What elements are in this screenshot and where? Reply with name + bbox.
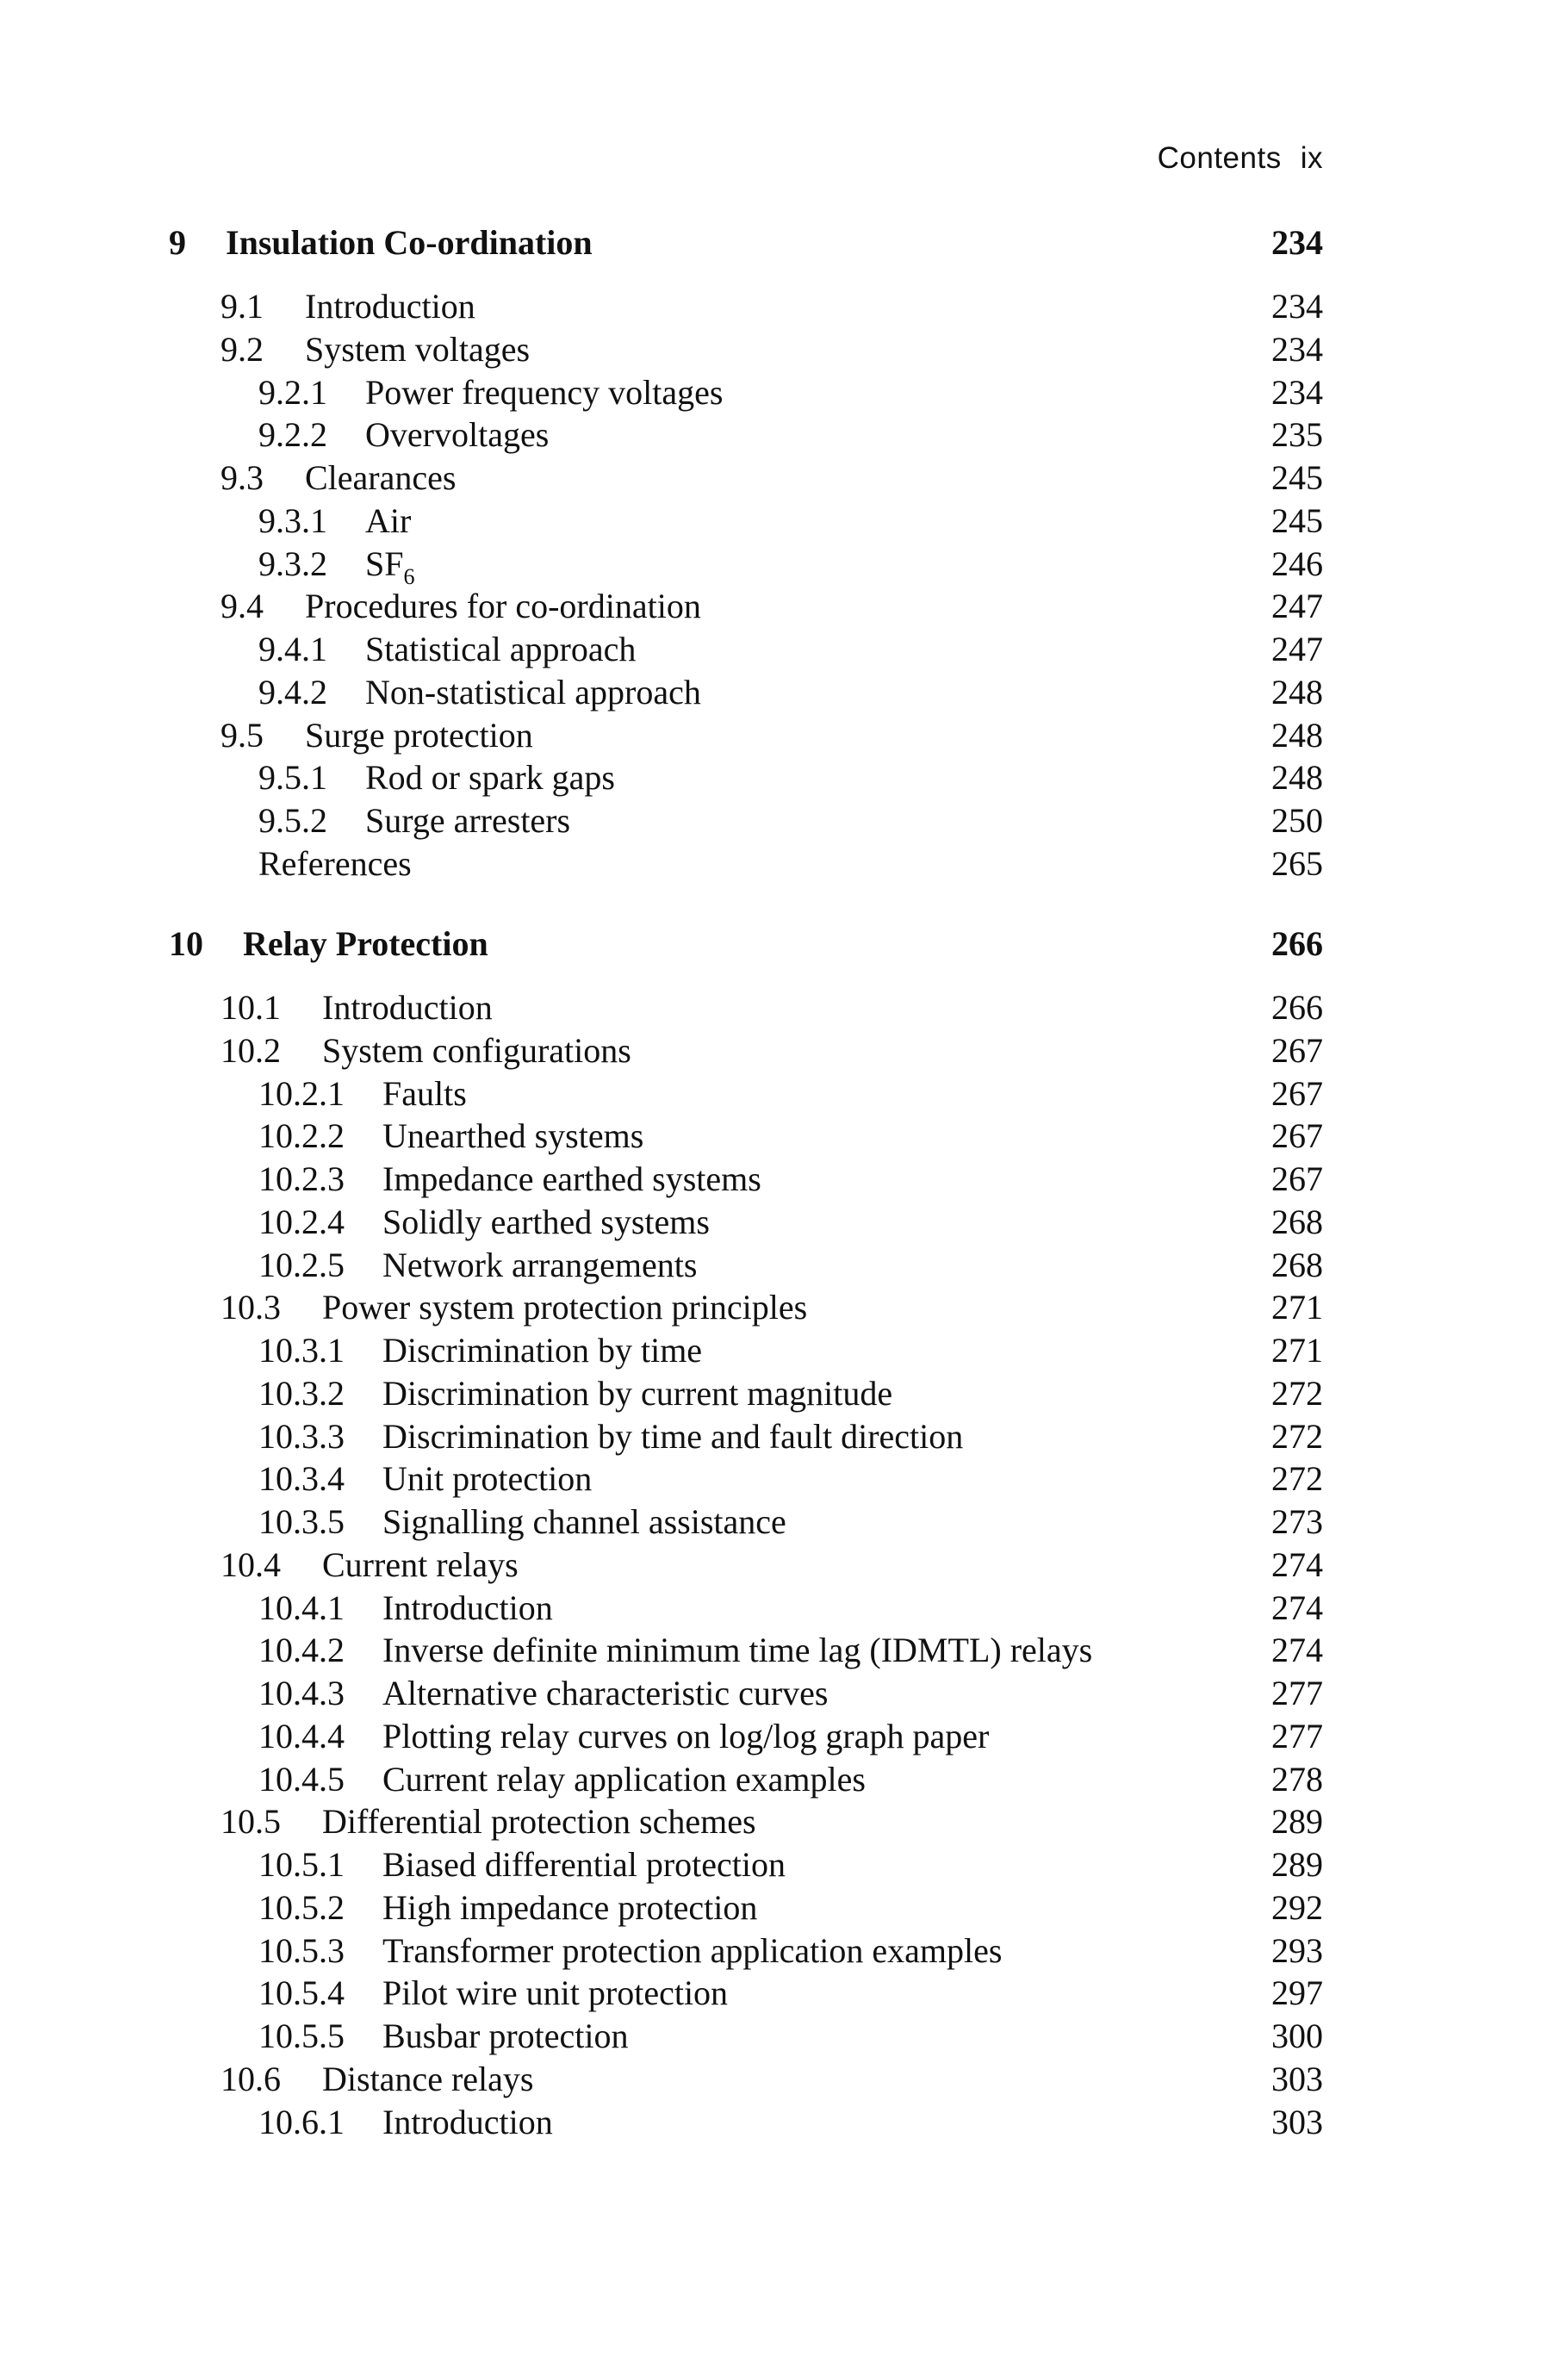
toc-entry[interactable] (0, 1115, 1547, 1159)
toc-entry[interactable] (0, 1673, 1547, 1716)
entry-number: 10.2.2 (258, 1116, 345, 1156)
chapter-section (0, 222, 1547, 886)
entry-page-number: 234 (1271, 287, 1323, 326)
entry-page-number: 292 (1271, 1887, 1323, 1927)
entry-page-number: 247 (1271, 587, 1323, 626)
entry-page-number: 274 (1271, 1631, 1323, 1670)
entry-title (382, 1759, 866, 1799)
entry-title-text: Inverse definite minimum time lag (IDMTL) relays (382, 1631, 1093, 1670)
entry-page-number: 271 (1271, 1331, 1323, 1370)
chapter-number: 10 (169, 924, 203, 963)
toc-entry[interactable] (0, 1501, 1547, 1544)
entry-number: 9.4.2 (258, 672, 327, 712)
entry-title-text: Surge protection (305, 715, 533, 755)
entry-number: 10.4.1 (258, 1588, 345, 1627)
entry-title (382, 1159, 761, 1199)
toc-entry[interactable] (0, 1588, 1547, 1631)
entry-title-text: Unearthed systems (382, 1116, 644, 1156)
entry-title-text: Transformer protection application examples (382, 1930, 1003, 1970)
toc-entry[interactable] (0, 1159, 1547, 1202)
entry-number: 9.4 (221, 587, 264, 626)
entry-title (382, 2016, 629, 2056)
entry-title (305, 586, 701, 626)
entry-title-text: Distance relays (322, 2059, 534, 2098)
entry-title (365, 414, 549, 455)
toc-entry[interactable] (0, 2059, 1547, 2102)
entry-page-number: 245 (1271, 458, 1323, 497)
entry-page-number: 300 (1271, 2016, 1323, 2055)
toc-entry[interactable] (0, 1887, 1547, 1930)
entry-number: 10.3.2 (258, 1373, 345, 1413)
entry-title (382, 2102, 553, 2142)
entry-title-text: Unit protection (382, 1459, 593, 1499)
toc-entry[interactable] (0, 2102, 1547, 2145)
entry-page-number: 277 (1271, 1716, 1323, 1755)
entry-title (382, 1202, 710, 1242)
entry-title-text: High impedance protection (382, 1887, 758, 1927)
entry-title (365, 757, 615, 798)
entry-title-text: Discrimination by current magnitude (382, 1373, 893, 1413)
entry-page-number: 274 (1271, 1544, 1323, 1584)
entry-title-text: Statistical approach (365, 630, 637, 668)
chapter-page-number: 266 (1271, 924, 1323, 963)
entry-title-text: Impedance earthed systems (382, 1159, 761, 1198)
toc-entry[interactable] (0, 1245, 1547, 1288)
toc-entry[interactable] (0, 843, 1547, 886)
entry-title-text: Clearances (305, 458, 457, 497)
entry-title-text: Differential protection schemes (322, 1802, 756, 1842)
entry-number: 10.4.2 (258, 1631, 345, 1670)
entry-title-text: Plotting relay curves on log/log graph paper (382, 1716, 990, 1755)
chapter-number: 9 (169, 223, 186, 262)
toc-entry[interactable] (0, 500, 1547, 544)
entry-title (305, 457, 456, 498)
entry-title-subscript: 6 (403, 563, 415, 589)
entry-title (382, 1416, 963, 1457)
toc-entry[interactable] (0, 1759, 1547, 1802)
toc-entry[interactable] (0, 1030, 1547, 1073)
entry-title-text: Discrimination by time and fault direction (382, 1416, 964, 1456)
entry-title (322, 1030, 631, 1071)
entry-number: 10.5.2 (258, 1887, 345, 1927)
entry-page-number: 247 (1271, 630, 1323, 668)
entry-title-text: Power system protection principles (322, 1288, 808, 1327)
entry-title-text: Signalling channel assistance (382, 1502, 786, 1541)
entry-title-text: SF (365, 544, 404, 583)
entry-title-text: Busbar protection (382, 2016, 629, 2055)
entry-title-text: Introduction (382, 2102, 553, 2141)
toc-entry[interactable] (0, 672, 1547, 715)
entry-title-text: Procedures for co-ordination (305, 587, 701, 626)
entry-title (322, 1544, 519, 1585)
entry-title-text: Biased differential protection (382, 1845, 786, 1884)
entry-title-text: Solidly earthed systems (382, 1202, 710, 1241)
entry-page-number: 250 (1271, 801, 1323, 840)
entry-number: 10.5 (221, 1802, 281, 1842)
entry-page-number: 246 (1271, 544, 1323, 583)
entry-number: 9.3.1 (258, 500, 327, 540)
entry-title (322, 2059, 533, 2099)
entry-title-text: Network arrangements (382, 1245, 698, 1284)
entry-title-text: Rod or spark gaps (365, 758, 615, 798)
entry-title-text: Introduction (305, 287, 475, 326)
entry-number: 9.2.1 (258, 372, 327, 412)
chapter-section (0, 923, 1547, 2144)
entry-page-number: 289 (1271, 1802, 1323, 1842)
toc-entry[interactable] (0, 1630, 1547, 1673)
entry-number: 9.3 (221, 458, 264, 497)
toc-entry[interactable] (0, 1716, 1547, 1759)
entry-number: 10.3.4 (258, 1459, 345, 1499)
toc-entry[interactable] (0, 1544, 1547, 1588)
toc-entry[interactable] (0, 1416, 1547, 1459)
entry-title (382, 1330, 702, 1370)
running-head (1158, 141, 1323, 176)
entry-page-number: 248 (1271, 758, 1323, 798)
entry-page-number: 248 (1271, 715, 1323, 755)
entry-page-number: 267 (1271, 1073, 1323, 1113)
entry-number: 10.3.3 (258, 1416, 345, 1456)
chapter-title: Insulation Co-ordination (226, 223, 593, 262)
entry-title (322, 1287, 807, 1327)
toc-entry[interactable] (0, 544, 1547, 587)
toc-entry[interactable] (0, 372, 1547, 415)
entry-page-number: 278 (1271, 1759, 1323, 1799)
entry-list (0, 286, 1547, 886)
entry-number: 10.3.5 (258, 1502, 345, 1541)
entry-title (322, 987, 493, 1028)
entry-title (365, 672, 701, 712)
entry-number: 9.5.1 (258, 758, 327, 798)
entry-number: 10.6.1 (258, 2102, 345, 2141)
toc-entry[interactable] (0, 757, 1547, 800)
entry-title-text: Faults (382, 1073, 467, 1113)
entry-page-number: 272 (1271, 1459, 1323, 1499)
toc-entry[interactable] (0, 987, 1547, 1030)
toc-entry[interactable] (0, 1930, 1547, 1973)
entry-number: 10.3 (221, 1288, 281, 1327)
entry-number: 9.5 (221, 715, 264, 755)
entry-title (258, 843, 412, 884)
entry-number: 10.2.3 (258, 1159, 345, 1198)
entry-title-text: Pilot wire unit protection (382, 1973, 729, 2013)
entry-page-number: 234 (1271, 329, 1323, 369)
toc-entry[interactable] (0, 1801, 1547, 1844)
entry-title-text: Alternative characteristic curves (382, 1674, 829, 1712)
entry-number: 10.5.4 (258, 1973, 345, 2013)
entry-title (382, 1588, 553, 1628)
entry-title (365, 500, 411, 541)
entry-title (365, 629, 636, 669)
entry-page-number: 293 (1271, 1930, 1323, 1970)
entry-title-text: Surge arresters (365, 801, 571, 840)
entry-title (382, 1458, 592, 1499)
entry-number: 10.2.1 (258, 1073, 345, 1113)
entry-title-text: Current relay application examples (382, 1759, 866, 1799)
entry-title (365, 800, 570, 841)
entry-number: 10.4.4 (258, 1716, 345, 1755)
entry-page-number: 274 (1271, 1588, 1323, 1627)
entry-title (382, 1245, 697, 1285)
toc-entry[interactable] (0, 1202, 1547, 1245)
entry-page-number: 235 (1271, 415, 1323, 455)
entry-page-number: 303 (1271, 2059, 1323, 2098)
entry-page-number: 267 (1271, 1159, 1323, 1198)
entry-title (382, 1115, 643, 1156)
toc-entry[interactable] (0, 1330, 1547, 1373)
toc-entry[interactable] (0, 1973, 1547, 2016)
entry-page-number: 266 (1271, 988, 1323, 1027)
chapter-heading[interactable] (0, 222, 1547, 274)
chapter-heading[interactable] (0, 923, 1547, 975)
entry-title (382, 1073, 467, 1114)
entry-number: 10.2 (221, 1030, 281, 1070)
entry-list (0, 987, 1547, 2144)
toc-entry[interactable] (0, 800, 1547, 843)
running-head-page-number: ix (1300, 141, 1323, 175)
toc-entry[interactable] (0, 329, 1547, 372)
entry-page-number: 289 (1271, 1845, 1323, 1884)
toc-entry[interactable] (0, 1287, 1547, 1330)
entry-number: 10.2.4 (258, 1202, 345, 1241)
entry-number: 10.4 (221, 1544, 281, 1584)
entry-title (382, 1673, 829, 1713)
entry-page-number: 267 (1271, 1030, 1323, 1070)
entry-number: 9.3.2 (258, 544, 327, 583)
entry-page-number: 297 (1271, 1973, 1323, 2013)
toc-entry[interactable] (0, 286, 1547, 329)
toc-entry[interactable] (0, 1373, 1547, 1416)
entry-title (305, 715, 533, 755)
entry-page-number: 268 (1271, 1202, 1323, 1241)
entry-number: 9.2 (221, 329, 264, 369)
entry-title (382, 1930, 1002, 1971)
toc-entry[interactable] (0, 414, 1547, 457)
entry-number: 10.5.1 (258, 1845, 345, 1884)
entry-number: 10.2.5 (258, 1245, 345, 1284)
entry-page-number: 267 (1271, 1116, 1323, 1156)
entry-number: 9.2.2 (258, 415, 327, 455)
entry-title (322, 1801, 756, 1842)
entry-title-text: Power frequency voltages (365, 372, 724, 412)
entry-number: 10.3.1 (258, 1331, 345, 1370)
entry-title (382, 1887, 757, 1928)
toc-entry[interactable] (0, 1073, 1547, 1116)
entry-number: 9.4.1 (258, 630, 327, 668)
entry-title-text: System voltages (305, 329, 531, 369)
toc-entry[interactable] (0, 2016, 1547, 2059)
entry-page-number: 273 (1271, 1502, 1323, 1541)
entry-page-number: 265 (1271, 843, 1323, 883)
entry-title-text: Discrimination by time (382, 1331, 703, 1370)
entry-title-text: References (258, 843, 412, 883)
entry-title (365, 372, 723, 413)
toc-entry[interactable] (0, 457, 1547, 500)
toc-entry[interactable] (0, 586, 1547, 629)
entry-title (382, 1844, 786, 1885)
entry-title (382, 1716, 989, 1756)
chapter-title: Relay Protection (243, 924, 488, 963)
chapter-page-number: 234 (1271, 223, 1323, 262)
entry-title (382, 1630, 1092, 1670)
entry-title (305, 286, 475, 326)
entry-title (382, 1373, 892, 1414)
toc-entry[interactable] (0, 715, 1547, 758)
entry-number: 10.4.5 (258, 1759, 345, 1799)
entry-number: 10.1 (221, 988, 281, 1027)
toc-entry[interactable] (0, 1844, 1547, 1887)
entry-number: 10.4.3 (258, 1674, 345, 1712)
entry-title-text: Introduction (382, 1588, 553, 1627)
toc-entry[interactable] (0, 629, 1547, 672)
entry-title-text: Overvoltages (365, 415, 550, 455)
entry-title-text: System configurations (322, 1030, 631, 1070)
running-head-label: Contents (1157, 141, 1282, 175)
entry-page-number: 271 (1271, 1288, 1323, 1327)
entry-page-number: 248 (1271, 672, 1323, 712)
entry-number: 10.6 (221, 2059, 281, 2098)
entry-number: 9.1 (221, 287, 264, 326)
entry-page-number: 268 (1271, 1245, 1323, 1284)
entry-title (382, 1501, 786, 1542)
toc-entry[interactable] (0, 1458, 1547, 1501)
entry-title (305, 329, 530, 370)
entry-page-number: 234 (1271, 372, 1323, 412)
entry-page-number: 245 (1271, 500, 1323, 540)
entry-title (382, 1973, 728, 2013)
entry-title-text: Introduction (322, 988, 493, 1027)
entry-number: 10.5.3 (258, 1930, 345, 1970)
entry-number: 10.5.5 (258, 2016, 345, 2055)
entry-page-number: 272 (1271, 1416, 1323, 1456)
entry-title-text: Current relays (322, 1544, 519, 1584)
entry-page-number: 272 (1271, 1373, 1323, 1413)
entry-title (365, 544, 415, 589)
entry-number: 9.5.2 (258, 801, 327, 840)
entry-title-text: Non-statistical approach (365, 672, 701, 712)
entry-page-number: 303 (1271, 2102, 1323, 2141)
entry-title-text: Air (365, 500, 412, 540)
entry-page-number: 277 (1271, 1674, 1323, 1712)
